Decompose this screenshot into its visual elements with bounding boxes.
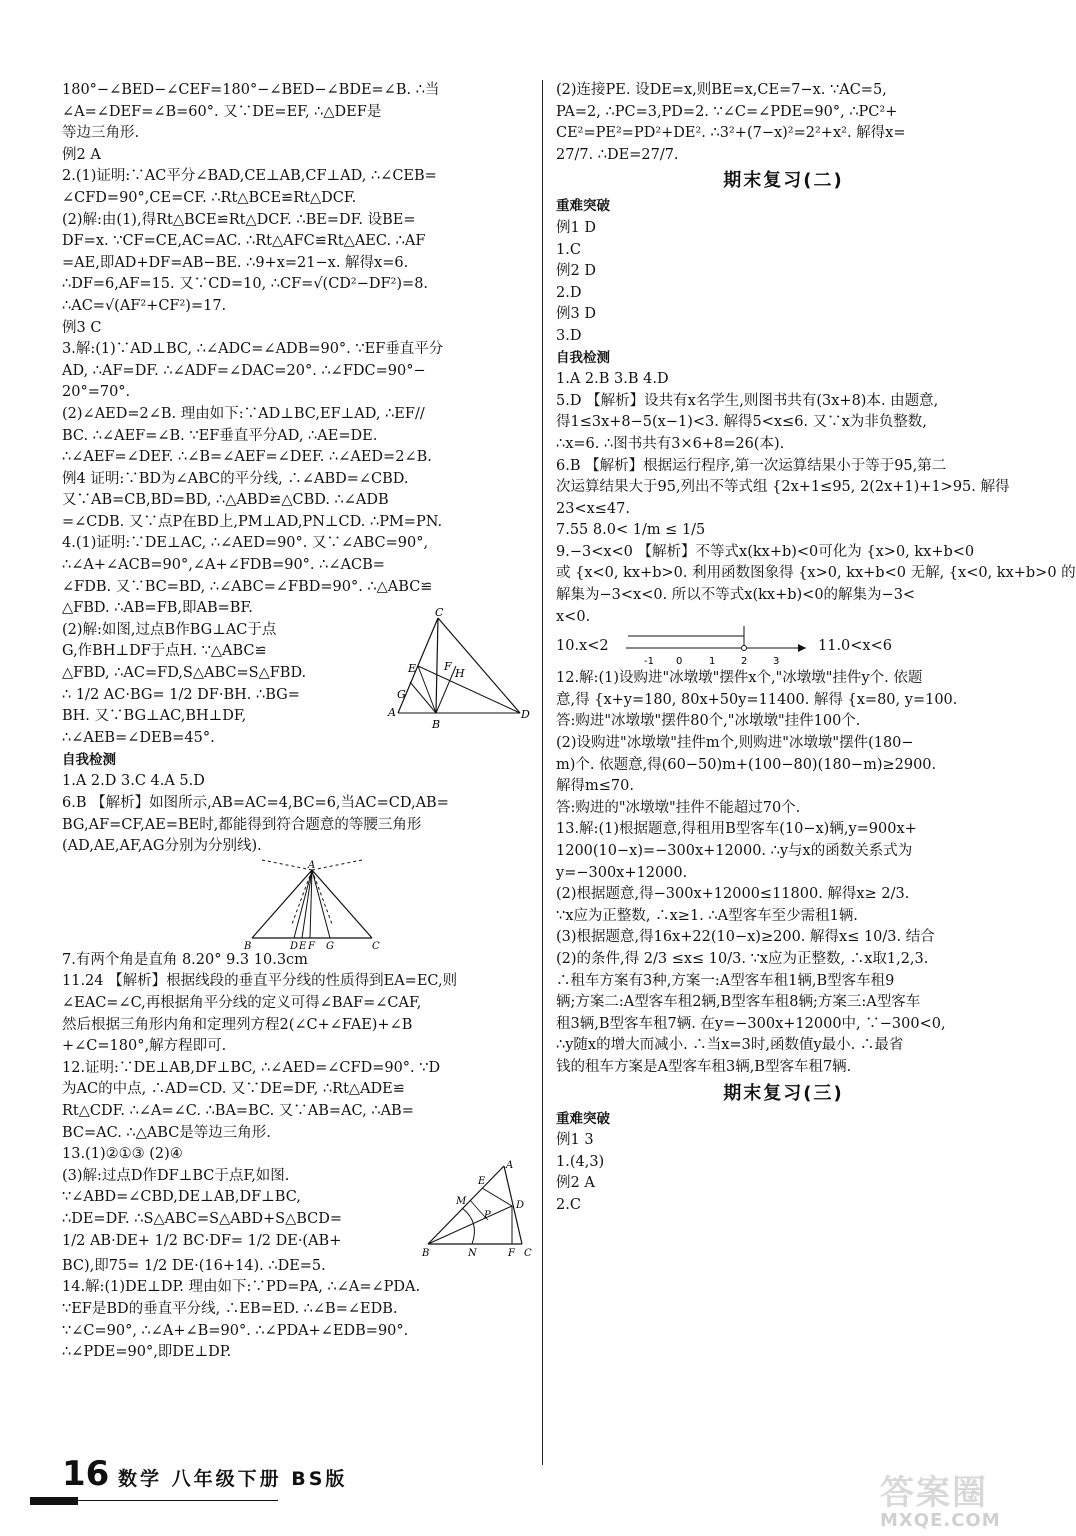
text-line: 1.C bbox=[556, 241, 581, 258]
text-line: 3.D bbox=[556, 327, 582, 344]
text-line: 11.24 【解析】根据线段的垂直平分线的性质得到EA=EC,则 bbox=[62, 973, 458, 990]
watermark-url: MXQE.COM bbox=[880, 1510, 1001, 1531]
fig1-label-b: B bbox=[432, 717, 441, 731]
tick-2: 2 bbox=[741, 656, 748, 668]
text-line: 6.B 【解析】如图所示,AB=AC=4,BC=6,当AC=CD,AB= bbox=[62, 795, 449, 812]
text-line: 5.D 【解析】设共有x名学生,则图书共有(3x+8)本. 由题意, bbox=[556, 392, 939, 409]
text-line: Rt△CDF. ∴∠A=∠C. ∴BA=BC. 又∵AB=AC, ∴AB= bbox=[62, 1102, 414, 1119]
text-line: ∵x应为正整数, ∴x≥1. ∴A型客车至少需租1辆. bbox=[556, 907, 858, 924]
text-line: 例3 D bbox=[556, 306, 596, 323]
text-line: 1.A 2.B 3.B 4.D bbox=[556, 371, 669, 388]
section-title-review-3: 期末复习(三) bbox=[723, 1082, 844, 1104]
text-line: ∴y随x的增大而减小. ∴当x=3时,函数值y最小. ∴最省 bbox=[556, 1037, 904, 1054]
text-line: 例2 A bbox=[62, 146, 101, 163]
text-line: 1200(10−x)=−300x+12000. ∴y与x的函数关系式为 bbox=[556, 843, 913, 859]
text-line: 13.(1)②①③ (2)④ bbox=[62, 1146, 183, 1163]
text-line: 例1 D bbox=[556, 219, 596, 236]
text-line: 次运算结果大于95,列出不等式组 {2x+1≤95, 2(2x+1)+1>95. 解得 bbox=[556, 479, 1010, 496]
fig1-label-h: H bbox=[455, 666, 465, 680]
text-line: ∵∠C=90°, ∴∠A+∠B=90°. ∴∠PDA+∠EDB=90°. bbox=[62, 1322, 409, 1339]
text-line: ∵EF是BD的垂直平分线, ∴EB=ED. ∴∠B=∠EDB. bbox=[62, 1300, 398, 1317]
text-line: DF=x. ∵CF=CE,AC=AC. ∴Rt△AFC≌Rt△AEC. ∴AF bbox=[62, 233, 426, 250]
text-line: 解集为−3<x<0. 所以不等式x(kx+b)<0的解集为−3< bbox=[556, 587, 916, 604]
text-line: 意,得 {x+y=180, 80x+50y=11400. 解得 {x=80, y=100. bbox=[556, 691, 958, 708]
text-line: =AE,即AD+DF=AB−BE. ∴9+x=21−x. 解得x=6. bbox=[62, 254, 409, 271]
fig2-label-c: C bbox=[372, 940, 380, 952]
watermark-title: 答案圈 bbox=[880, 1473, 988, 1513]
fig3-label-p: P bbox=[484, 1209, 491, 1221]
text-line: BC. ∴∠AEF=∠B. ∵EF垂直平分AD, ∴AE=DE. bbox=[62, 427, 378, 444]
tick-3: 3 bbox=[773, 656, 780, 668]
text-line: 6.B 【解析】根据运行程序,第一次运算结果小于等于95,第二 bbox=[556, 457, 947, 474]
text-line: 20°=70°. bbox=[62, 384, 131, 401]
page-number: 16 bbox=[62, 1454, 110, 1494]
text-line: y=−300x+12000. bbox=[556, 864, 688, 881]
text-line: ∵∠ABD=∠CBD,DE⊥AB,DF⊥BC, bbox=[62, 1189, 301, 1206]
text-line: ∴DE=DF. ∴S△ABC=S△ABD+S△BCD= bbox=[62, 1210, 343, 1227]
key-title-3: 重难突破 bbox=[556, 1110, 610, 1127]
text-line: 4.(1)证明:∵DE⊥AC, ∴∠AED=90°. 又∵∠ABC=90°, bbox=[62, 535, 429, 552]
text-line: (2)连接PE. 设DE=x,则BE=x,CE=7−x. ∵AC=5, bbox=[556, 82, 887, 98]
text-line: (2)解:由(1),得Rt△BCE≌Rt△DCF. ∴BE=DF. 设BE= bbox=[62, 211, 416, 228]
text-line: (2)设购进"冰墩墩"挂件m个,则购进"冰墩墩"摆件(180− bbox=[556, 735, 914, 752]
text-line: 租3辆,B型客车租7辆. 在y=−300x+12000中, ∵−300<0, bbox=[556, 1015, 946, 1032]
footer-rule bbox=[78, 1500, 278, 1501]
text-line: ∴∠PDE=90°,即DE⊥DP. bbox=[62, 1344, 232, 1361]
text-line: PA=2, ∴PC=3,PD=2. ∵∠C=∠PDE=90°, ∴PC²+ bbox=[556, 103, 898, 120]
triangle-figure-q4 bbox=[380, 605, 530, 740]
text-line: (3)解:过点D作DF⊥BC于点F,如图. bbox=[62, 1167, 290, 1184]
fig3-label-m: M bbox=[456, 1195, 467, 1207]
tick-0: 0 bbox=[676, 656, 683, 668]
text-line: ∠FDB. 又∵BC=BD, ∴∠ABC=∠FBD=90°. ∴△ABC≌ bbox=[62, 578, 433, 595]
fig1-label-g: G bbox=[397, 687, 406, 701]
fig3-label-f: F bbox=[508, 1247, 515, 1259]
text-line: BG,AF=CF,AE=BE时,都能得到符合题意的等腰三角形 bbox=[62, 816, 422, 833]
text-line: AD, ∴AF=DF. ∴∠ADF=∠DAC=20°. ∴∠FDC=90°− bbox=[62, 362, 426, 379]
text-line: 7.有两个角是直角 8.20° 9.3 10.3cm bbox=[62, 951, 308, 968]
text-line: ∴∠AEF=∠DEF. ∴∠B=∠AEF=∠DEF. ∴∠AED=2∠B. bbox=[62, 449, 432, 466]
text-line: 13.解:(1)根据题意,得租用B型客车(10−x)辆,y=900x+ bbox=[556, 821, 917, 838]
text-line: 1/2 AB·DE+ 1/2 BC·DF= 1/2 DE·(AB+ bbox=[62, 1232, 342, 1249]
text-line: 7.55 8.0< 1/m ≤ 1/5 bbox=[556, 522, 706, 539]
text-line: 12.证明:∵DE⊥AB,DF⊥BC, ∴∠AED=∠CFD=90°. ∵D bbox=[62, 1059, 441, 1076]
fig1-label-a: A bbox=[388, 705, 396, 719]
footer-bar bbox=[30, 1497, 78, 1505]
text-line: BC=AC. ∴△ABC是等边三角形. bbox=[62, 1124, 271, 1141]
fig3-label-c: C bbox=[524, 1247, 532, 1259]
text-line: 12.解:(1)设购进"冰墩墩"摆件x个,"冰墩墩"挂件y个. 依题 bbox=[556, 670, 923, 687]
text-line: 答:购进"冰墩墩"摆件80个,"冰墩墩"挂件100个. bbox=[556, 713, 861, 730]
right-column bbox=[556, 80, 1076, 1217]
left-column bbox=[62, 80, 532, 1364]
text-line: m)个. 依题意,得(60−50)m+(100−80)(180−m)≥2900. bbox=[556, 756, 937, 773]
text-line: ∴x=6. ∴图书共有3×6+8=26(本). bbox=[556, 435, 785, 452]
text-line: 2.C bbox=[556, 1196, 581, 1213]
fig1-label-c: C bbox=[435, 605, 444, 619]
text-line: ∴∠A+∠ACB=90°,∠A+∠FDB=90°. ∴∠ACB= bbox=[62, 557, 385, 574]
self-check-title-right: 自我检测 bbox=[556, 349, 610, 366]
fig3-label-a: A bbox=[506, 1159, 514, 1171]
text-line: 钱的租车方案是A型客车租3辆,B型客车租7辆. bbox=[556, 1058, 852, 1075]
text-line: 或 {x<0, kx+b>0. 利用函数图象得 {x>0, kx+b<0 无解, {x<0, kx+b>0 的 bbox=[556, 565, 1076, 582]
text-line: 23<x≤47. bbox=[556, 500, 630, 517]
text-line: 例4 证明:∵BD为∠ABC的平分线, ∴∠ABD=∠CBD. bbox=[62, 470, 409, 487]
fig2-label-e: E bbox=[299, 940, 307, 952]
text-line: (2)的条件,得 2/3 ≤x≤ 10/3. ∵x应为正整数, ∴x取1,2,3. bbox=[556, 950, 929, 967]
text-line: 2.D bbox=[556, 284, 582, 301]
text-line: ∠A=∠DEF=∠B=60°. 又∵DE=EF, ∴△DEF是 bbox=[62, 103, 382, 120]
text-line: ∴∠AEB=∠DEB=45°. bbox=[62, 729, 215, 746]
fig3-label-n: N bbox=[468, 1247, 477, 1259]
q10-answer: 10.x<2 bbox=[556, 638, 609, 655]
text-line: 3.解:(1)∵AD⊥BC, ∴∠ADC=∠ADB=90°. ∵EF垂直平分 bbox=[62, 341, 444, 358]
q13-part3-block bbox=[62, 1159, 532, 1259]
text-line: ∴AC=√(AF²+CF²)=17. bbox=[62, 297, 227, 314]
text-line: 1.A 2.D 3.C 4.A 5.D bbox=[62, 773, 205, 790]
fig1-label-d: D bbox=[521, 707, 530, 721]
text-line: ∴租车方案有3种,方案一:A型客车租1辆,B型客车租9 bbox=[556, 972, 895, 989]
text-line: x<0. bbox=[556, 608, 591, 625]
fig2-label-d: D bbox=[290, 940, 299, 952]
key-title-2: 重难突破 bbox=[556, 198, 610, 215]
text-line: (2)∠AED=2∠B. 理由如下:∵AD⊥BC,EF⊥AD, ∴EF// bbox=[62, 405, 425, 422]
fig3-label-e: E bbox=[478, 1175, 486, 1187]
text-line: (2)解:如图,过点B作BG⊥AC于点 bbox=[62, 621, 277, 638]
text-line: 辆;方案二:A型客车租2辆,B型客车租8辆;方案三:A型客车 bbox=[556, 994, 921, 1011]
text-line: 14.解:(1)DE⊥DP. 理由如下:∵PD=PA, ∴∠A=∠PDA. bbox=[62, 1279, 421, 1296]
section-title-review-2: 期末复习(二) bbox=[723, 170, 844, 192]
fig1-label-f: F bbox=[444, 659, 452, 673]
angle-bisector-figure-q13 bbox=[422, 1160, 537, 1260]
tick-1: 1 bbox=[709, 656, 716, 668]
fig2-label-b: B bbox=[244, 940, 252, 952]
text-line: 例2 D bbox=[556, 263, 596, 280]
text-line: BC),即75= 1/2 DE·(16+14). ∴DE=5. bbox=[62, 1257, 326, 1274]
fig2-label-f: F bbox=[308, 940, 315, 952]
text-line: (AD,AE,AF,AG分别为分别线). bbox=[62, 838, 262, 855]
text-line: BH. 又∵BG⊥AC,BH⊥DF, bbox=[62, 708, 247, 725]
column-divider bbox=[542, 80, 543, 1465]
text-line: 例2 A bbox=[556, 1175, 595, 1192]
q11-answer: 11.0<x<6 bbox=[818, 638, 892, 655]
number-line bbox=[620, 624, 810, 668]
text-line: 9.−3<x<0 【解析】不等式x(kx+b)<0可化为 {x>0, kx+b<0 bbox=[556, 543, 975, 560]
text-line: G,作BH⊥DF于点H. ∵△ABC≌ bbox=[62, 643, 267, 660]
book-subject: 数学 八年级下册 BS版 bbox=[118, 1468, 348, 1490]
text-line: 180°−∠BED−∠CEF=180°−∠BED−∠BDE=∠B. ∴当 bbox=[62, 82, 440, 98]
isosceles-figure-q6 bbox=[242, 860, 402, 950]
text-line: CE²=PE²=PD²+DE². ∴3²+(7−x)²=2²+x². 解得x= bbox=[556, 125, 906, 142]
page-footer bbox=[30, 1452, 630, 1502]
text-line: =∠CDB. 又∵点P在BD上,PM⊥AD,PN⊥CD. ∴PM=PN. bbox=[62, 513, 443, 530]
text-line: ∠EAC=∠C,再根据角平分线的定义可得∠BAF=∠CAF, bbox=[62, 995, 422, 1011]
text-line: 2.(1)证明:∵AC平分∠BAD,CE⊥AB,CF⊥AD, ∴∠CEB= bbox=[62, 168, 437, 185]
number-line-row bbox=[556, 628, 1011, 668]
text-line: ∠CFD=90°,CE=CF. ∴Rt△BCE≌Rt△DCF. bbox=[62, 189, 357, 206]
watermark bbox=[880, 1465, 1050, 1535]
text-line: ∴ 1/2 AC·BG= 1/2 DF·BH. ∴BG= bbox=[62, 686, 300, 703]
text-line: 又∵AB=CB,BD=BD, ∴△ABD≌△CBD. ∴∠ADB bbox=[62, 492, 389, 509]
text-line: ∴DF=6,AF=15. 又∵CD=10, ∴CF=√(CD²−DF²)=8. bbox=[62, 276, 429, 293]
text-line: 例3 C bbox=[62, 319, 102, 336]
text-line: +∠C=180°,解方程即可. bbox=[62, 1038, 227, 1055]
fig3-label-d: D bbox=[516, 1199, 525, 1211]
text-line: (2)根据题意,得−300x+12000≤11800. 解得x≥ 2/3. bbox=[556, 886, 910, 903]
fig2-label-g: G bbox=[326, 940, 334, 952]
text-line: 1.(4,3) bbox=[556, 1153, 605, 1170]
text-line: 为AC的中点, ∴AD=CD. 又∵DE=DF, ∴Rt△ADE≌ bbox=[62, 1081, 405, 1098]
fig1-label-e: E bbox=[408, 661, 417, 675]
text-line: 然后根据三角形内角和定理列方程2(∠C+∠FAE)+∠B bbox=[62, 1016, 413, 1033]
text-line: 例1 3 bbox=[556, 1132, 594, 1149]
text-line: 解得m≤70. bbox=[556, 778, 634, 795]
text-line: (3)根据题意,得16x+22(10−x)≥200. 解得x≤ 10/3. 结合 bbox=[556, 929, 935, 946]
fig2-label-a: A bbox=[308, 859, 316, 871]
text-line: △FBD, ∴AC=FD,S△ABC=S△FBD. bbox=[62, 665, 307, 682]
text-line: 答:购进的"冰墩墩"挂件不能超过70个. bbox=[556, 799, 801, 816]
tick-neg1: -1 bbox=[644, 656, 654, 668]
text-line: △FBD. ∴AB=FB,即AB=BF. bbox=[62, 600, 253, 617]
text-line: 等边三角形. bbox=[62, 125, 140, 142]
fig3-label-b: B bbox=[422, 1247, 430, 1259]
text-line: 得1≤3x+8−5(x−1)<3. 解得5<x≤6. 又∵x为非负整数, bbox=[556, 414, 927, 431]
self-check-title-left: 自我检测 bbox=[62, 751, 116, 768]
text-line: 27/7. ∴DE=27/7. bbox=[556, 146, 679, 163]
